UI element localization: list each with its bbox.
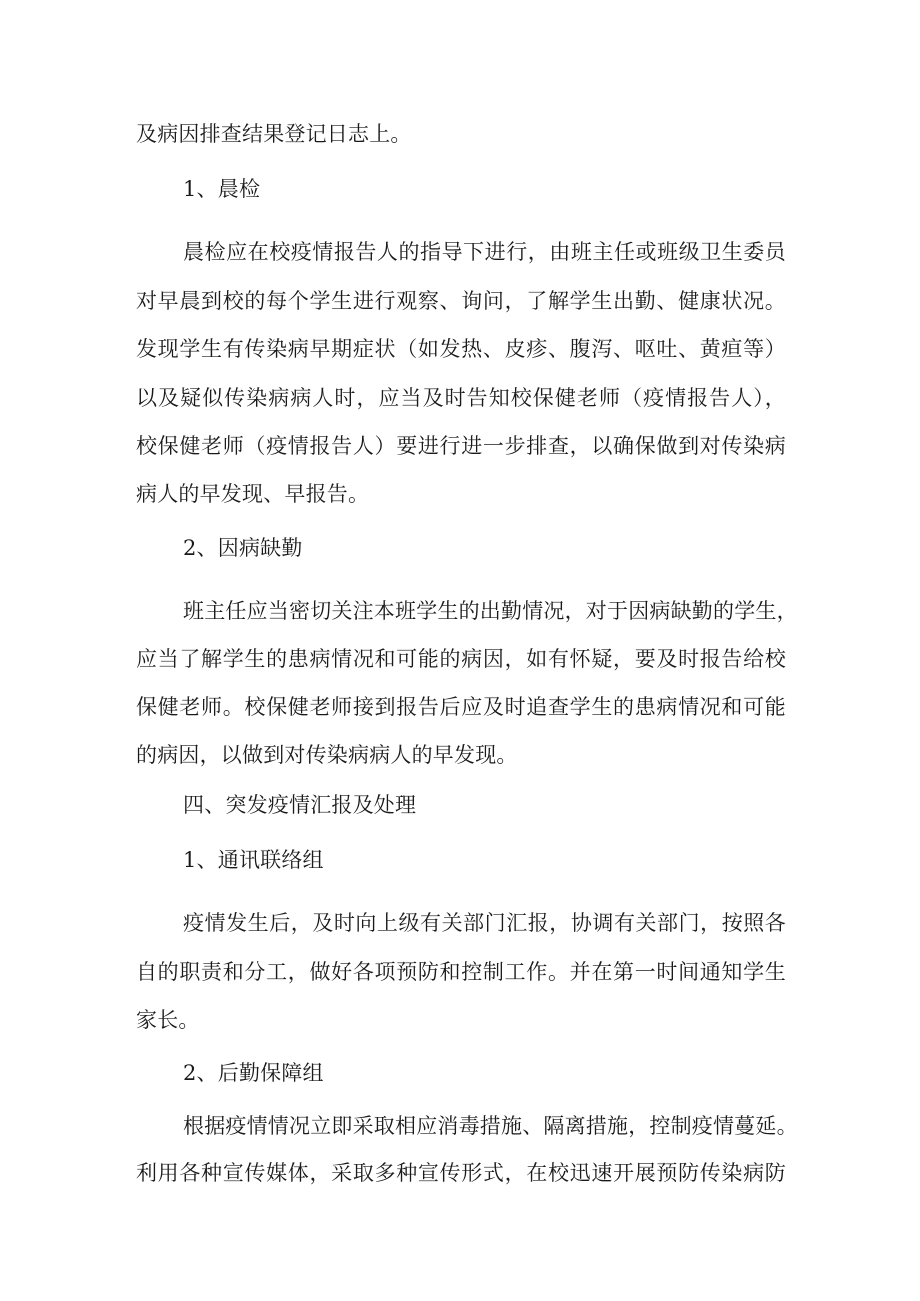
heading-logistics-group: 2、后勤保障组 bbox=[183, 1061, 324, 1085]
section-heading-four: 四、突发疫情汇报及处理 bbox=[183, 793, 417, 817]
paragraph-continuation: 及病因排查结果登记日志上。 bbox=[136, 122, 412, 146]
text-line: 自的职责和分工，做好各项预防和控制工作。并在第一时间通知学生 bbox=[136, 960, 786, 984]
text-line: 发现学生有传染病早期症状（如发热、皮疹、腹泻、呕吐、黄疸等） bbox=[136, 337, 786, 361]
heading-morning-check: 1、晨检 bbox=[183, 177, 261, 201]
text-line: 利用各种宣传媒体，采取多种宣传形式，在校迅速开展预防传染病防 bbox=[136, 1161, 786, 1185]
text-line: 以及疑似传染病病人时，应当及时告知校保健老师（疫情报告人）， bbox=[136, 386, 786, 410]
text-line: 保健老师。校保健老师接到报告后应及时追查学生的患病情况和可能 bbox=[136, 695, 786, 719]
text-line: 根据疫情情况立即采取相应消毒措施、隔离措施，控制疫情蔓延。 bbox=[183, 1114, 798, 1138]
heading-communication-group: 1、通讯联络组 bbox=[183, 848, 324, 872]
text-line: 病人的早发现、早报告。 bbox=[136, 482, 370, 506]
text-line: 校保健老师（疫情报告人）要进行进一步排查，以确保做到对传染病 bbox=[136, 434, 786, 458]
text-line: 应当了解学生的患病情况和可能的病因，如有怀疑，要及时报告给校 bbox=[136, 647, 786, 671]
text-line: 对早晨到校的每个学生进行观察、询问，了解学生出勤、健康状况。 bbox=[136, 289, 786, 313]
text-line: 家长。 bbox=[136, 1008, 200, 1032]
text-line: 疫情发生后，及时向上级有关部门汇报，协调有关部门，按照各 bbox=[183, 911, 786, 935]
text-line: 班主任应当密切关注本班学生的出勤情况，对于因病缺勤的学生， bbox=[183, 599, 798, 623]
text-line: 的病因，以做到对传染病病人的早发现。 bbox=[136, 743, 518, 767]
heading-sick-absence: 2、因病缺勤 bbox=[183, 536, 303, 560]
text-line: 晨检应在校疫情报告人的指导下进行，由班主任或班级卫生委员 bbox=[183, 240, 786, 264]
